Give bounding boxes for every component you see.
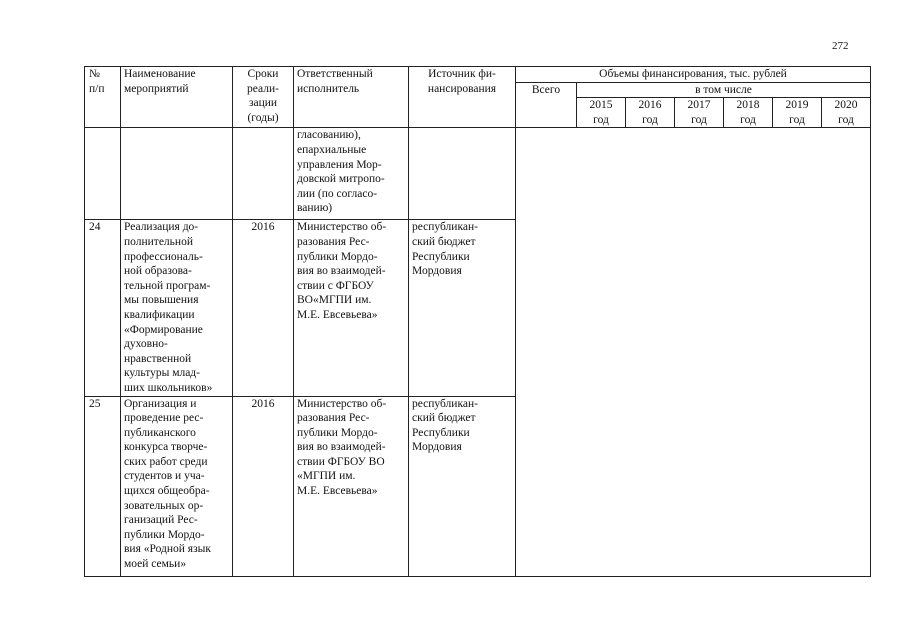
activity-name-line: культуры млад- [124, 367, 200, 380]
header-year-2018 [724, 98, 773, 128]
activity-name-line: публики Мордо- [124, 528, 205, 541]
row-activity-name [121, 220, 233, 396]
executor-line: М.Е. Евсевьева» [297, 485, 378, 498]
header-num-line: № [89, 68, 100, 80]
activity-name-line: полнительной [124, 235, 193, 248]
executor-line: разования Рес- [297, 412, 370, 425]
executor-line: гласованию), [297, 129, 361, 142]
activity-name-line: Организация и [124, 397, 197, 410]
executor-line: вия во взаимодей- [297, 441, 386, 454]
activity-name-line: квалификации [124, 308, 195, 321]
header-including: в том числе [577, 82, 871, 98]
page-number: 272 [832, 40, 849, 52]
header-year-2019 [773, 98, 822, 128]
funding-source-line: Республики [412, 250, 470, 263]
funding-source-line: Мордовия [412, 441, 462, 454]
executor-line: ствии с ФГБОУ [297, 279, 374, 292]
header-year-line: 2018 [736, 99, 760, 112]
activity-name-line: ной образова- [124, 265, 192, 278]
funding-source-line: республикан- [412, 397, 478, 410]
header-year-line: 2015 [589, 99, 613, 112]
header-funding-title: Объемы финансирования, тыс. рублей [516, 67, 871, 83]
activity-name-line: ганизаций Рес- [124, 514, 198, 527]
executor-line: публики Мордо- [297, 250, 378, 263]
funding-table [84, 66, 871, 577]
executor-line: Министерство об- [297, 221, 387, 234]
header-terms-line: (годы) [247, 111, 279, 124]
header-year-2020 [822, 98, 871, 128]
header-terms-line: Сроки [247, 68, 279, 80]
header-year-2015 [577, 98, 626, 128]
header-total: Всего [516, 82, 577, 128]
table-row [85, 396, 871, 576]
activity-name-line: конкурса творче- [124, 441, 208, 454]
header-year-2016 [626, 98, 675, 128]
executor-line: лии (по согласо- [297, 187, 378, 200]
activity-name-line: зовательных ор- [124, 499, 204, 512]
header-executor [294, 67, 409, 128]
activity-name-line: тельной програм- [124, 279, 211, 292]
executor-line: ствии ФГБОУ ВО [297, 455, 385, 468]
header-year-line: год [740, 113, 756, 126]
activity-name-line: моей семьи» [124, 558, 187, 571]
header-name-line: Наименование [124, 68, 196, 80]
header-source-line: нансирования [427, 82, 497, 95]
row-activity-name [121, 396, 233, 576]
executor-line: Министерство об- [297, 397, 387, 410]
activity-name-line: профессиональ- [124, 250, 203, 263]
funding-source-line: Мордовия [412, 265, 462, 278]
activity-name-line: нравственной [124, 352, 192, 365]
header-terms [233, 67, 294, 128]
header-terms-line: зации [248, 97, 278, 110]
header-year-2017 [675, 98, 724, 128]
row-executor [294, 220, 409, 396]
executor-line: довской митропо- [297, 173, 385, 186]
row-activity-name [121, 128, 233, 220]
activity-name-line: вия «Родной язык [124, 543, 211, 556]
header-name-line: мероприятий [124, 82, 189, 95]
row-funding-amounts [516, 128, 871, 220]
row-executor [294, 396, 409, 576]
header-source [409, 67, 516, 128]
header-executor-line: исполнитель [297, 82, 360, 95]
row-funding-amounts [516, 396, 871, 576]
header-year-line: год [838, 113, 854, 126]
activity-name-line: ших школьников» [124, 381, 213, 394]
row-funding-source [409, 396, 516, 576]
activity-name-line: духовно- [124, 338, 168, 351]
row-funding-source [409, 220, 516, 396]
header-num-line: п/п [89, 82, 105, 95]
funding-source-line: ский бюджет [412, 235, 476, 248]
row-funding-source [409, 128, 516, 220]
executor-line: разования Рес- [297, 235, 370, 248]
table-row [85, 220, 871, 396]
executor-line: М.Е. Евсевьева» [297, 308, 378, 321]
executor-line: управления Мор- [297, 158, 382, 171]
funding-source-line: Республики [412, 426, 470, 439]
header-year-line: год [642, 113, 658, 126]
row-number: 24 [85, 220, 121, 396]
table-row [85, 128, 871, 220]
header-year-line: 2019 [785, 99, 809, 112]
header-year-line: 2017 [687, 99, 711, 112]
funding-source-line: ский бюджет [412, 412, 476, 425]
header-year-line: 2020 [834, 99, 858, 112]
header-year-line: год [789, 113, 805, 126]
activity-name-line: щихся общеобра- [124, 485, 210, 498]
executor-line: вия во взаимодей- [297, 265, 386, 278]
header-year-line: 2016 [638, 99, 662, 112]
activity-name-line: студентов и уча- [124, 470, 205, 483]
funding-source-line: республикан- [412, 221, 478, 234]
activity-name-line: ских работ среди [124, 455, 208, 468]
header-terms-line: реали- [247, 82, 279, 95]
executor-line: ванию) [297, 202, 333, 215]
executor-line: ВО«МГПИ им. [297, 294, 372, 307]
executor-line: епархиальные [297, 143, 367, 156]
row-number [85, 128, 121, 220]
row-terms [233, 128, 294, 220]
executor-line: публики Мордо- [297, 426, 378, 439]
row-funding-amounts [516, 220, 871, 396]
activity-name-line: публиканского [124, 426, 196, 439]
activity-name-line: мы повышения [124, 294, 199, 307]
activity-name-line: проведение рес- [124, 412, 204, 425]
activity-name-line: «Формирование [124, 323, 203, 336]
executor-line: «МГПИ им. [297, 470, 356, 483]
row-terms: 2016 [233, 220, 294, 396]
header-executor-line: Ответственный [297, 68, 373, 80]
header-num [85, 67, 121, 128]
header-name [121, 67, 233, 128]
row-executor [294, 128, 409, 220]
row-number: 25 [85, 396, 121, 576]
activity-name-line: Реализация до- [124, 221, 199, 234]
row-terms: 2016 [233, 396, 294, 576]
header-source-line: Источник фи- [428, 68, 496, 80]
header-year-line: год [691, 113, 707, 126]
header-year-line: год [593, 113, 609, 126]
